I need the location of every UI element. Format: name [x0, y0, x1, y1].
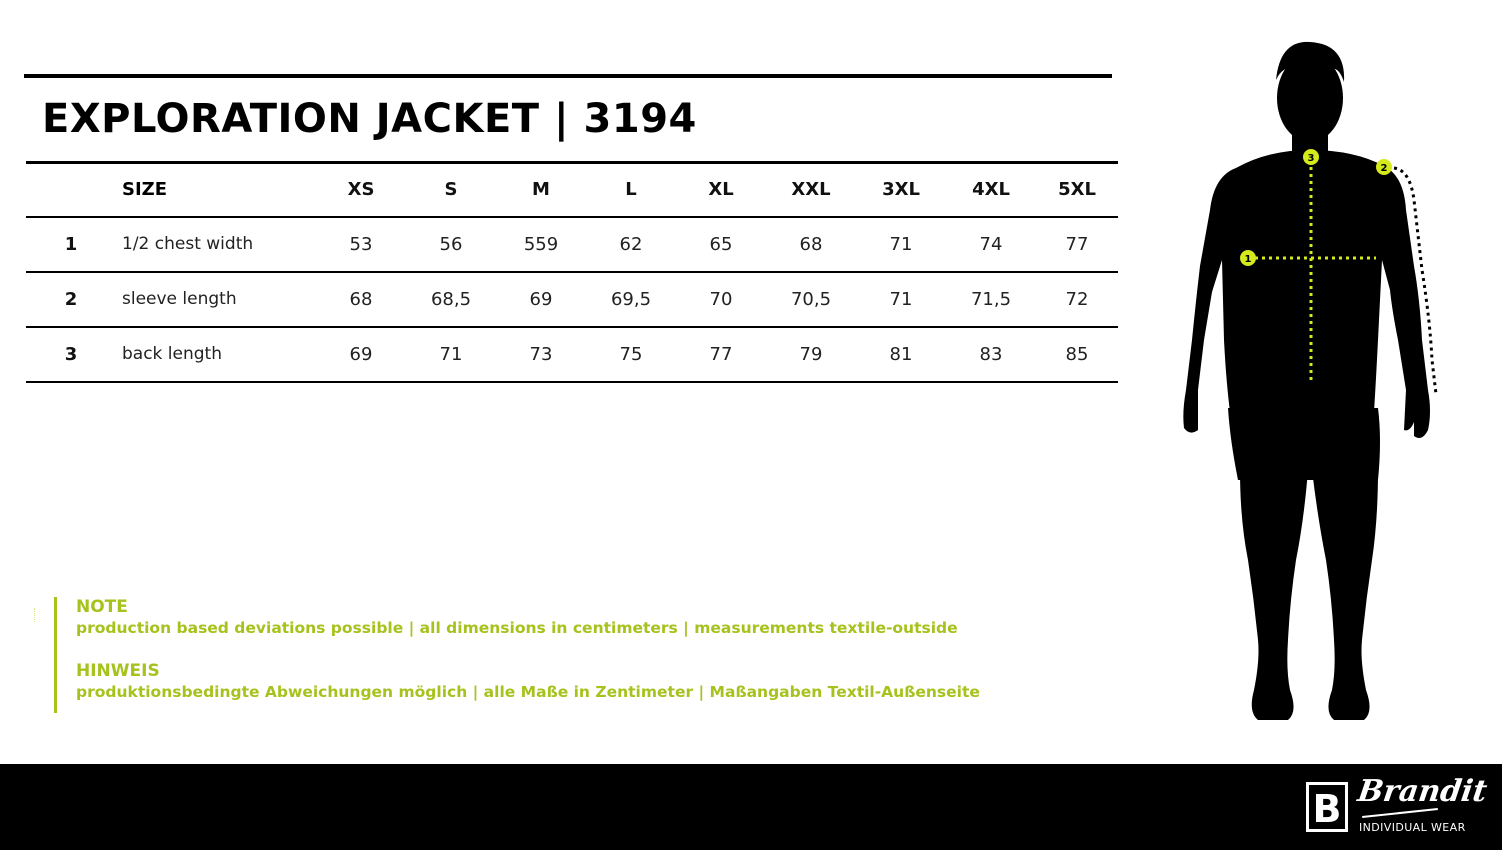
header-size-xs: XS [347, 179, 375, 201]
table-cell: 56 [439, 233, 463, 255]
note-english [76, 597, 1054, 639]
table-cell: 559 [523, 233, 559, 255]
table-row-sleeve-length [26, 272, 1118, 327]
row-label: back length [122, 344, 222, 364]
header-size-m: M [532, 179, 550, 201]
brand-logo-icon [1306, 782, 1348, 832]
table-row-chest-width [26, 217, 1118, 272]
table-row-back-length [26, 327, 1118, 382]
header-size-3xl: 3XL [882, 179, 920, 201]
table-cell: 71 [889, 288, 913, 310]
header-size-xxl: XXL [791, 179, 831, 201]
hinweis-title: HINWEIS [76, 661, 160, 681]
marker-1-label: 1 [1244, 254, 1252, 265]
table-cell: 83 [979, 343, 1003, 365]
table-cell: 68 [349, 288, 373, 310]
decorative-mark [34, 608, 37, 622]
notes-section [54, 597, 1054, 713]
human-silhouette [1183, 42, 1430, 720]
table-cell: 53 [349, 233, 373, 255]
marker-3-label: 3 [1307, 153, 1315, 164]
table-cell: 68 [799, 233, 823, 255]
header-size-l: L [625, 179, 637, 201]
table-cell: 71 [439, 343, 463, 365]
table-cell: 69,5 [610, 288, 652, 310]
hinweis-text: produktionsbedingte Abweichungen möglich | alle Maße in Zentimeter | Maßangaben Textil-Außenseite [76, 683, 980, 701]
header-number-cell [26, 163, 116, 217]
table-header-row [26, 163, 1118, 217]
table-cell: 70 [709, 288, 733, 310]
table-cell: 77 [1065, 233, 1089, 255]
table-cell: 75 [619, 343, 643, 365]
table-cell: 71,5 [970, 288, 1012, 310]
row-number: 3 [64, 343, 78, 365]
table-cell: 70,5 [790, 288, 832, 310]
table-cell: 85 [1065, 343, 1089, 365]
row-label: sleeve length [122, 289, 237, 309]
table-cell: 79 [799, 343, 823, 365]
table-cell: 62 [619, 233, 643, 255]
table-cell: 69 [529, 288, 553, 310]
row-number: 2 [64, 288, 78, 310]
table-cell: 68,5 [430, 288, 472, 310]
marker-2-label: 2 [1380, 163, 1388, 174]
note-title: NOTE [76, 597, 128, 617]
row-label: 1/2 chest width [122, 234, 254, 254]
table-cell: 72 [1065, 288, 1089, 310]
header-size-label: SIZE [122, 179, 168, 201]
brand-name: Brandit [1355, 774, 1490, 809]
header-size-4xl: 4XL [972, 179, 1010, 201]
header-size-s: S [444, 179, 458, 201]
table-cell: 71 [889, 233, 913, 255]
header-size-xl: XL [708, 179, 734, 201]
table-cell: 73 [529, 343, 553, 365]
top-rule [24, 74, 1112, 78]
body-measurement-figure [1178, 40, 1448, 730]
table-cell: 65 [709, 233, 733, 255]
note-german [76, 661, 1054, 703]
footer-bar [0, 764, 1502, 850]
table-cell: 69 [349, 343, 373, 365]
table-cell: 81 [889, 343, 913, 365]
size-chart-table [26, 161, 1118, 383]
logo-letter: B [1312, 787, 1342, 831]
note-text: production based deviations possible | all dimensions in centimeters | measurements textile-outside [76, 619, 958, 637]
row-number: 1 [64, 233, 78, 255]
page-title: EXPLORATION JACKET | 3194 [42, 96, 697, 142]
header-size-5xl: 5XL [1058, 179, 1096, 201]
table-cell: 74 [979, 233, 1003, 255]
table-cell: 77 [709, 343, 733, 365]
brand-tagline: INDIVIDUAL WEAR [1359, 821, 1466, 834]
